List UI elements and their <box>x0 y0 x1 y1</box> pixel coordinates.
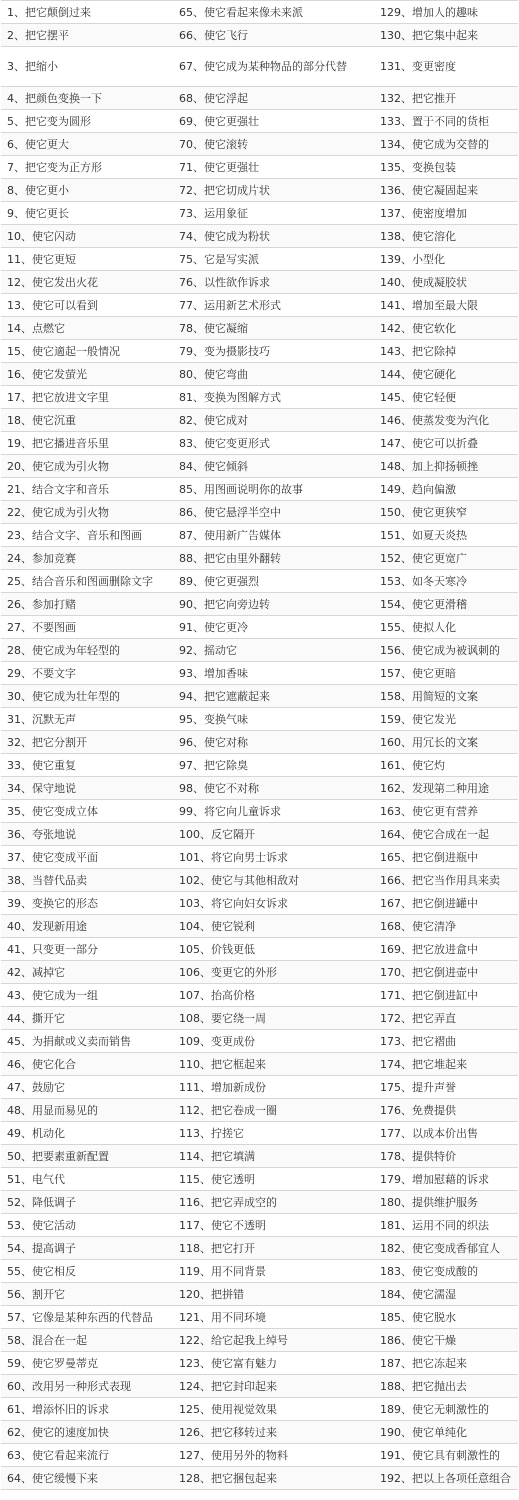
idea-item: 171、把它倒进缸中 <box>380 988 478 1002</box>
table-row <box>1 570 518 593</box>
idea-item: 6、使它更大 <box>1 133 173 156</box>
idea-item: 27、不要图画 <box>7 620 76 634</box>
idea-item: 70、使它滚转 <box>173 133 374 156</box>
idea-item: 73、运用象征 <box>179 206 248 220</box>
idea-item: 76、以性欲作诉求 <box>173 271 374 294</box>
table-row <box>1 340 518 363</box>
table-row <box>1 317 518 340</box>
idea-item: 102、使它与其他相敌对 <box>173 869 374 892</box>
idea-item: 25、结合音乐和图画删除文字 <box>7 574 153 588</box>
table-row <box>1 225 518 248</box>
idea-item: 11、使它更短 <box>7 252 76 266</box>
idea-item: 104、使它锐利 <box>173 915 374 938</box>
idea-item: 44、撕开它 <box>1 1007 173 1030</box>
idea-item: 95、变换气味 <box>179 712 248 726</box>
idea-item: 52、降低调子 <box>1 1191 173 1214</box>
idea-item: 145、使它轻便 <box>380 390 456 404</box>
table-row <box>1 1 518 24</box>
table-row <box>1 110 518 133</box>
idea-item: 185、使它脱水 <box>380 1310 456 1324</box>
table-row <box>1 1467 518 1490</box>
table-row <box>1 1191 518 1214</box>
idea-item: 57、它像是某种东西的代替品 <box>7 1310 153 1324</box>
table-row <box>1 1076 518 1099</box>
idea-item: 28、使它成为年轻型的 <box>1 639 173 662</box>
idea-item: 186、使它干燥 <box>374 1329 518 1352</box>
idea-item: 29、不要文字 <box>7 666 76 680</box>
idea-item: 58、混合在一起 <box>1 1329 173 1352</box>
idea-item: 92、摇动它 <box>173 639 374 662</box>
idea-item: 135、变换包装 <box>380 160 456 174</box>
idea-item: 43、使它成为一组 <box>7 988 98 1002</box>
idea-item: 12、使它发出火花 <box>1 271 173 294</box>
table-row <box>1 248 518 271</box>
idea-item: 60、改用另一种形式表现 <box>1 1375 173 1398</box>
table-row <box>1 639 518 662</box>
idea-item: 98、使它不对称 <box>173 777 374 800</box>
idea-item: 22、使它成为引火物 <box>1 501 173 524</box>
idea-item: 87、使用新广告媒体 <box>179 528 281 542</box>
table-row <box>1 685 518 708</box>
idea-item: 177、以成本价出售 <box>380 1126 478 1140</box>
idea-item: 93、增加香味 <box>179 666 248 680</box>
idea-item: 116、把它弄成空的 <box>173 1191 374 1214</box>
idea-item: 67、使它成为某种物品的部分代替 <box>179 60 347 73</box>
table-row <box>1 1099 518 1122</box>
table-row <box>1 1329 518 1352</box>
idea-item: 153、如冬天寒冷 <box>380 574 467 588</box>
idea-item: 48、用显而易见的 <box>1 1099 173 1122</box>
idea-item: 63、使它看起来流行 <box>7 1448 109 1462</box>
idea-item: 188、把它抛出去 <box>374 1375 518 1398</box>
idea-item: 161、使它灼 <box>380 758 445 772</box>
idea-item: 99、将它向儿童诉求 <box>179 804 281 818</box>
idea-item: 179、增加慰藉的诉求 <box>380 1172 489 1186</box>
idea-item: 78、使它凝缩 <box>173 317 374 340</box>
idea-item: 5、把它变为圆形 <box>7 114 91 128</box>
idea-item: 51、电气代 <box>7 1172 65 1186</box>
idea-item: 146、使蒸发变为汽化 <box>374 409 518 432</box>
idea-item: 86、使它悬浮半空中 <box>173 501 374 524</box>
idea-item: 10、使它闪动 <box>1 225 173 248</box>
idea-item: 19、把它播进音乐里 <box>7 436 109 450</box>
idea-item: 15、使它適起一般情况 <box>7 344 120 358</box>
table-row <box>1 1007 518 1030</box>
idea-item: 88、把它由里外翻转 <box>173 547 374 570</box>
idea-table-body <box>1 1 518 1490</box>
table-row <box>1 892 518 915</box>
idea-item: 187、把它冻起来 <box>380 1356 467 1370</box>
idea-item: 137、使密度增加 <box>380 206 467 220</box>
idea-table <box>1 0 518 1490</box>
idea-item: 32、把它分割开 <box>1 731 173 754</box>
idea-item: 149、趋向偏激 <box>380 482 456 496</box>
idea-item: 26、参加打赌 <box>1 593 173 616</box>
idea-item: 114、把它填满 <box>173 1145 374 1168</box>
idea-item: 59、使它罗曼蒂克 <box>7 1356 98 1370</box>
table-row <box>1 593 518 616</box>
table-row <box>1 156 518 179</box>
idea-item: 77、运用新艺术形式 <box>179 298 281 312</box>
table-row <box>1 24 518 47</box>
idea-item: 1、把它颠倒过来 <box>7 5 91 19</box>
idea-item: 128、把它捆包起来 <box>173 1467 374 1490</box>
idea-item: 20、使它成为引火物 <box>1 455 173 478</box>
idea-item: 55、使它相反 <box>7 1264 76 1278</box>
table-row <box>1 938 518 961</box>
idea-item: 191、使它具有刺激性的 <box>380 1448 500 1462</box>
idea-item: 40、发现新用途 <box>1 915 173 938</box>
idea-item: 167、把它倒进罐中 <box>380 896 478 910</box>
idea-item: 127、使用另外的物料 <box>179 1448 288 1462</box>
table-row <box>1 179 518 202</box>
idea-item: 164、使它合成在一起 <box>374 823 518 846</box>
idea-item: 140、使成凝胶状 <box>374 271 518 294</box>
idea-item: 75、它是写实派 <box>179 252 259 266</box>
idea-item: 50、把要素重新配置 <box>1 1145 173 1168</box>
idea-item: 160、用冗长的文案 <box>374 731 518 754</box>
idea-item: 16、使它发萤光 <box>1 363 173 386</box>
table-row <box>1 961 518 984</box>
idea-item: 79、变为摄影技巧 <box>179 344 270 358</box>
idea-item: 61、增添怀旧的诉求 <box>7 1402 109 1416</box>
idea-item: 30、使它成为壮年型的 <box>1 685 173 708</box>
idea-item: 34、保守地说 <box>1 777 173 800</box>
table-row <box>1 662 518 685</box>
table-row <box>1 1306 518 1329</box>
table-row <box>1 1398 518 1421</box>
table-row <box>1 869 518 892</box>
table-row <box>1 616 518 639</box>
idea-item: 94、把它遮蔽起来 <box>173 685 374 708</box>
idea-item: 175、提升声誉 <box>380 1080 456 1094</box>
idea-item: 39、变换它的形态 <box>7 896 98 910</box>
idea-item: 165、把它倒进瓶中 <box>380 850 478 864</box>
idea-item: 115、使它透明 <box>179 1172 255 1186</box>
idea-item: 56、割开它 <box>1 1283 173 1306</box>
idea-item: 13、使它可以看到 <box>7 298 98 312</box>
table-row <box>1 777 518 800</box>
idea-item: 121、用不同环境 <box>179 1310 266 1324</box>
idea-item: 155、使拟人化 <box>380 620 456 634</box>
idea-item: 53、使它活动 <box>7 1218 76 1232</box>
idea-item: 150、使它更狭窄 <box>374 501 518 524</box>
table-row <box>1 501 518 524</box>
idea-item: 24、参加竞赛 <box>1 547 173 570</box>
idea-item: 80、使它弯曲 <box>173 363 374 386</box>
idea-item: 45、为捐献或义卖而销售 <box>7 1034 131 1048</box>
idea-item: 159、使它发光 <box>380 712 456 726</box>
idea-item: 126、把它移转过来 <box>173 1421 374 1444</box>
idea-item: 21、结合文字和音乐 <box>7 482 109 496</box>
idea-item: 124、把它封印起来 <box>173 1375 374 1398</box>
idea-item: 71、使它更强壮 <box>179 160 259 174</box>
table-row <box>1 47 518 87</box>
idea-item: 62、使它的速度加快 <box>1 1421 173 1444</box>
idea-item: 17、把它放进文字里 <box>7 390 109 404</box>
idea-item: 4、把颜色变换一下 <box>1 87 173 110</box>
table-row <box>1 386 518 409</box>
idea-item: 169、把它放进盒中 <box>380 942 478 956</box>
table-row <box>1 1237 518 1260</box>
table-row <box>1 823 518 846</box>
idea-item: 172、把它弄直 <box>374 1007 518 1030</box>
table-row <box>1 271 518 294</box>
idea-item: 31、沉默无声 <box>7 712 76 726</box>
idea-item: 108、要它绕一周 <box>173 1007 374 1030</box>
table-row <box>1 1145 518 1168</box>
table-row <box>1 984 518 1007</box>
table-row <box>1 754 518 777</box>
idea-item: 183、使它变成酸的 <box>380 1264 478 1278</box>
idea-item: 36、夸张地说 <box>1 823 173 846</box>
table-row <box>1 1421 518 1444</box>
idea-item: 139、小型化 <box>380 252 445 266</box>
idea-item: 100、反它隔开 <box>173 823 374 846</box>
idea-item: 14、点燃它 <box>1 317 173 340</box>
idea-item: 182、使它变成香郁宜人 <box>374 1237 518 1260</box>
idea-item: 82、使它成对 <box>173 409 374 432</box>
idea-item: 120、把拼错 <box>173 1283 374 1306</box>
idea-item: 33、使它重复 <box>7 758 76 772</box>
idea-item: 7、把它变为正方形 <box>7 160 102 174</box>
idea-item: 118、把它打开 <box>173 1237 374 1260</box>
table-row <box>1 915 518 938</box>
idea-item: 46、使它化合 <box>1 1053 173 1076</box>
table-row <box>1 409 518 432</box>
idea-item: 168、使它清净 <box>374 915 518 938</box>
idea-item: 131、变更密度 <box>380 60 456 73</box>
idea-item: 66、使它飞行 <box>173 24 374 47</box>
table-row <box>1 1444 518 1467</box>
table-row <box>1 708 518 731</box>
table-row <box>1 478 518 501</box>
table-row <box>1 1030 518 1053</box>
idea-item: 125、使用视觉效果 <box>179 1402 277 1416</box>
idea-item: 90、把它向旁边转 <box>173 593 374 616</box>
idea-item: 35、使它变成立体 <box>7 804 98 818</box>
idea-item: 47、鼓励它 <box>7 1080 65 1094</box>
idea-item: 72、把它切成片状 <box>173 179 374 202</box>
idea-item: 166、把它当作用具来卖 <box>374 869 518 892</box>
table-row <box>1 1122 518 1145</box>
table-row <box>1 1283 518 1306</box>
idea-item: 178、提供特价 <box>374 1145 518 1168</box>
idea-item: 119、用不同背景 <box>179 1264 266 1278</box>
idea-item: 190、使它单纯化 <box>374 1421 518 1444</box>
idea-item: 147、使它可以折叠 <box>380 436 478 450</box>
table-row <box>1 133 518 156</box>
idea-item: 54、提高调子 <box>1 1237 173 1260</box>
idea-item: 38、当替代品卖 <box>1 869 173 892</box>
idea-item: 105、价钱更低 <box>179 942 255 956</box>
idea-item: 64、使它缓慢下来 <box>1 1467 173 1490</box>
idea-item: 101、将它向男士诉求 <box>179 850 288 864</box>
idea-item: 81、变换为图解方式 <box>179 390 281 404</box>
idea-item: 42、减掉它 <box>1 961 173 984</box>
idea-item: 148、加上抑扬顿挫 <box>374 455 518 478</box>
idea-item: 138、使它溶化 <box>374 225 518 248</box>
idea-item: 41、只变更一部分 <box>7 942 98 956</box>
idea-item: 181、运用不同的织法 <box>380 1218 489 1232</box>
idea-item: 84、使它倾斜 <box>173 455 374 478</box>
idea-item: 132、把它推开 <box>374 87 518 110</box>
idea-item: 130、把它集中起来 <box>374 24 518 47</box>
idea-item: 134、使它成为交替的 <box>374 133 518 156</box>
table-row <box>1 294 518 317</box>
idea-item: 23、结合文字、音乐和图画 <box>7 528 142 542</box>
idea-item: 129、增加人的趣味 <box>380 5 478 19</box>
idea-item: 68、使它浮起 <box>173 87 374 110</box>
idea-item: 170、把它倒进壶中 <box>374 961 518 984</box>
idea-item: 136、使它凝固起来 <box>374 179 518 202</box>
idea-item: 173、把它褶曲 <box>380 1034 456 1048</box>
idea-item: 184、使它濡湿 <box>374 1283 518 1306</box>
idea-item: 113、拧搓它 <box>179 1126 244 1140</box>
table-row <box>1 455 518 478</box>
idea-item: 154、使它更滑稽 <box>374 593 518 616</box>
idea-item: 163、使它更有营养 <box>380 804 478 818</box>
idea-item: 141、增加至最大限 <box>380 298 478 312</box>
table-row <box>1 800 518 823</box>
table-row <box>1 1260 518 1283</box>
table-row <box>1 87 518 110</box>
idea-item: 111、增加新成份 <box>179 1080 266 1094</box>
idea-item: 103、将它向妇女诉求 <box>179 896 288 910</box>
idea-item: 189、使它无刺激性的 <box>380 1402 489 1416</box>
idea-item: 3、把缩小 <box>7 60 58 73</box>
table-row <box>1 432 518 455</box>
table-row <box>1 524 518 547</box>
idea-item: 74、使它成为粉状 <box>173 225 374 248</box>
idea-item: 2、把它摆平 <box>1 24 173 47</box>
table-row <box>1 1375 518 1398</box>
idea-item: 174、把它堆起来 <box>374 1053 518 1076</box>
idea-item: 162、发现第二种用途 <box>374 777 518 800</box>
idea-item: 158、用简短的文案 <box>374 685 518 708</box>
idea-item: 65、使它看起来像未来派 <box>179 5 303 19</box>
table-row <box>1 202 518 225</box>
table-row <box>1 1053 518 1076</box>
idea-item: 180、提供维护服务 <box>374 1191 518 1214</box>
idea-item: 133、置于不同的货柜 <box>380 114 489 128</box>
idea-item: 144、使它硬化 <box>374 363 518 386</box>
idea-item: 152、使它更宽广 <box>374 547 518 570</box>
idea-item: 192、把以上各项任意组合 <box>374 1467 518 1490</box>
idea-item: 123、使它富有魅力 <box>179 1356 277 1370</box>
idea-item: 49、机动化 <box>7 1126 65 1140</box>
idea-item: 107、抬高价格 <box>179 988 255 1002</box>
idea-item: 117、使它不透明 <box>179 1218 266 1232</box>
table-row <box>1 731 518 754</box>
table-row <box>1 1168 518 1191</box>
idea-item: 106、变更它的外形 <box>173 961 374 984</box>
idea-item: 89、使它更强烈 <box>179 574 259 588</box>
idea-item: 37、使它变成平面 <box>7 850 98 864</box>
idea-item: 8、使它更小 <box>1 179 173 202</box>
idea-item: 142、使它软化 <box>374 317 518 340</box>
idea-item: 156、使它成为被讽刺的 <box>374 639 518 662</box>
idea-item: 157、使它更暗 <box>380 666 456 680</box>
idea-item: 143、把它除掉 <box>380 344 456 358</box>
table-row <box>1 846 518 869</box>
table-row <box>1 1352 518 1375</box>
idea-item: 176、免费提供 <box>374 1099 518 1122</box>
idea-item: 91、使它更冷 <box>179 620 248 634</box>
idea-item: 109、变更成份 <box>179 1034 255 1048</box>
idea-item: 69、使它更强壮 <box>179 114 259 128</box>
idea-item: 151、如夏天炎热 <box>380 528 467 542</box>
idea-item: 97、把它除臭 <box>179 758 248 772</box>
idea-item: 110、把它框起来 <box>173 1053 374 1076</box>
idea-item: 85、用图画说明你的故事 <box>179 482 303 496</box>
idea-item: 112、把它卷成一圈 <box>173 1099 374 1122</box>
idea-item: 96、使它对称 <box>173 731 374 754</box>
idea-item: 122、给它起我上绰号 <box>173 1329 374 1352</box>
idea-item: 9、使它更长 <box>7 206 69 220</box>
idea-item: 18、使它沉重 <box>1 409 173 432</box>
table-row <box>1 363 518 386</box>
idea-item: 83、使它变更形式 <box>179 436 270 450</box>
table-row <box>1 1214 518 1237</box>
table-row <box>1 547 518 570</box>
